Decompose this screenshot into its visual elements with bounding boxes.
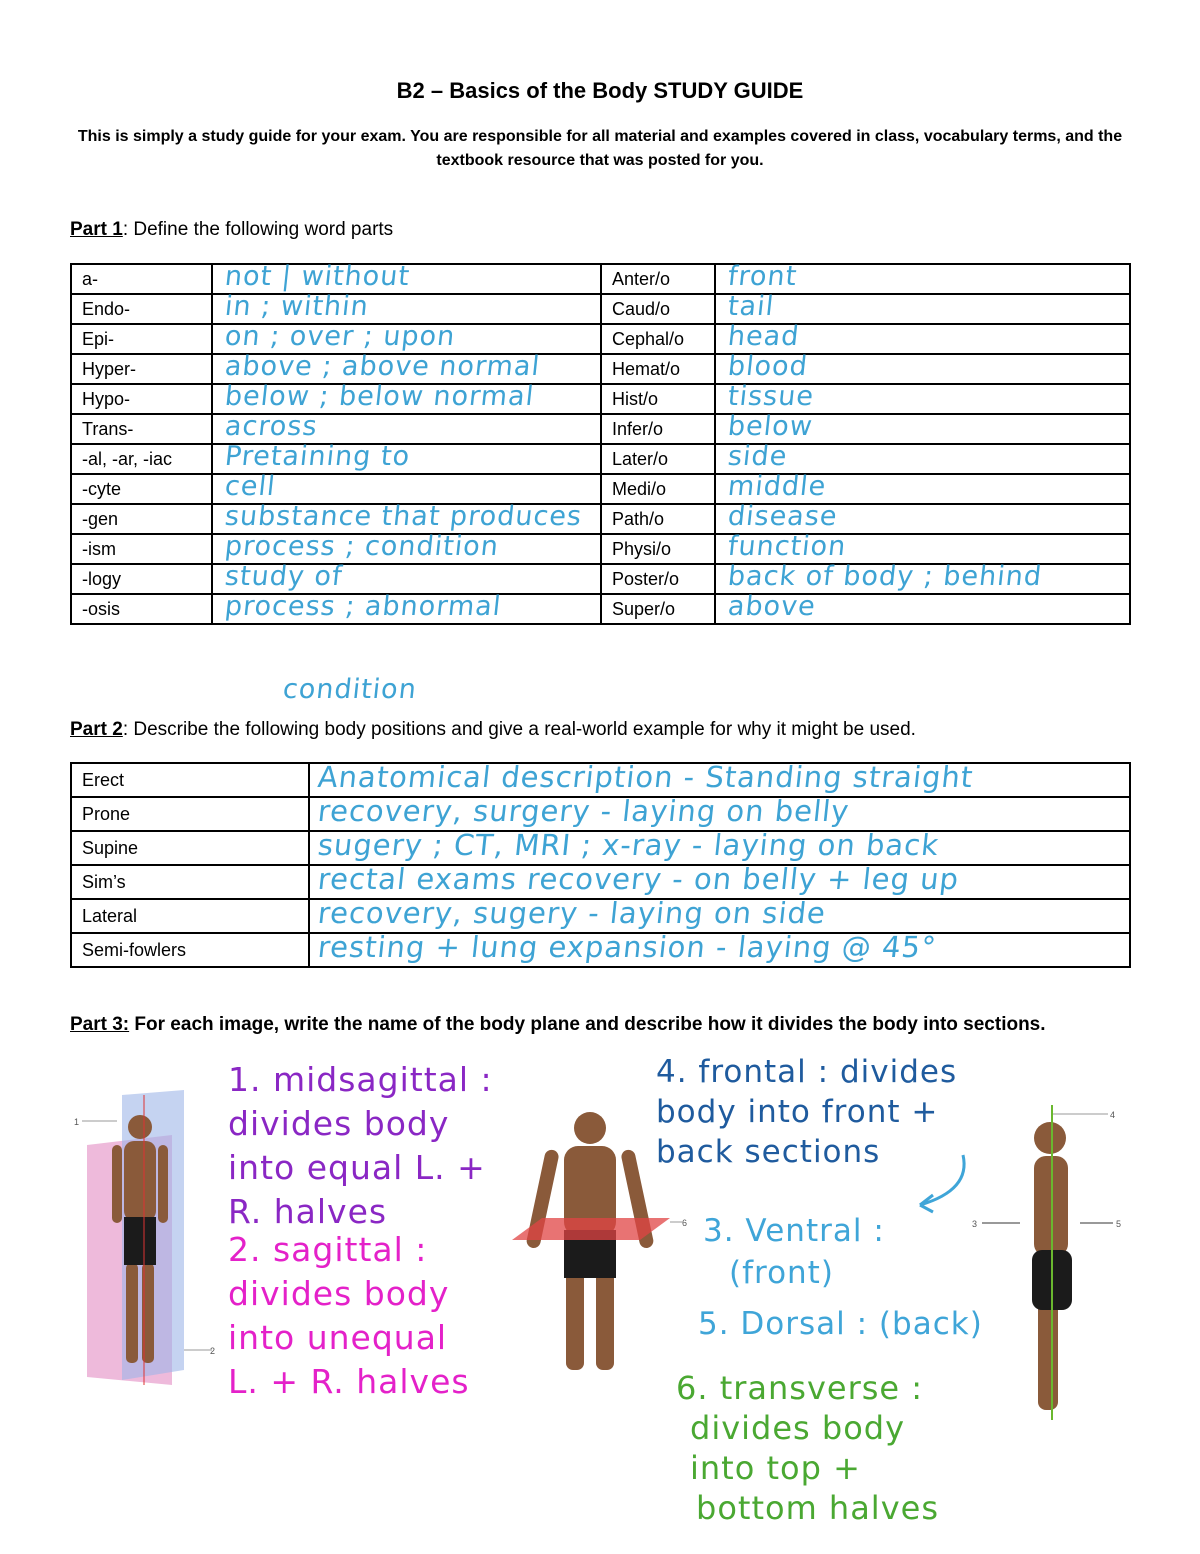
note-line: (front) xyxy=(729,1255,834,1291)
right-term: Super/o xyxy=(601,594,715,624)
table-row xyxy=(71,384,1130,414)
position-answer: rectal exams recovery - on belly + leg up xyxy=(316,862,961,896)
note-line: divides body xyxy=(228,1274,450,1313)
position-term: Sim’s xyxy=(71,865,309,899)
note-line: 2. sagittal : xyxy=(228,1230,428,1269)
right-answer-cell xyxy=(715,351,1130,384)
figure-label-6: 6 xyxy=(682,1218,688,1228)
right-answer: head xyxy=(726,321,802,352)
left-answer: process ; abnormal xyxy=(223,591,503,622)
left-term: -osis xyxy=(71,594,212,624)
left-term: Endo- xyxy=(71,294,212,324)
body-positions-table xyxy=(70,762,1131,968)
left-term: -al, -ar, -iac xyxy=(71,444,212,474)
left-term: Hyper- xyxy=(71,354,212,384)
note-line: divides body xyxy=(228,1104,450,1143)
left-answer-cell xyxy=(212,261,601,294)
part3-text: For each image, write the name of the body plane and describe how it divides the body into sections. xyxy=(129,1014,1046,1035)
note-line: into unequal xyxy=(228,1318,448,1357)
left-answer: below ; below normal xyxy=(223,381,536,412)
position-answer-cell xyxy=(309,828,1130,865)
right-answer-cell xyxy=(715,441,1130,474)
left-answer-cell xyxy=(212,381,601,414)
left-answer-cell xyxy=(212,321,601,354)
table-row xyxy=(71,354,1130,384)
table-row xyxy=(71,797,1130,831)
intro-text: This is simply a study guide for your exam. You are responsible for all material and examples covered in class, vocabulary terms, and the textbook resource that was posted for you. xyxy=(77,128,1123,169)
table-row xyxy=(71,294,1130,324)
note-line: into top + xyxy=(690,1449,861,1487)
part2-label: Part 2 xyxy=(70,719,123,740)
right-answer: blood xyxy=(726,351,810,382)
position-answer-cell xyxy=(309,930,1130,967)
figure-label-1: 1 xyxy=(74,1117,80,1127)
left-answer: study of xyxy=(223,561,345,592)
note-line: 4. frontal : divides xyxy=(656,1054,958,1090)
position-term: Supine xyxy=(71,831,309,865)
position-answer-cell xyxy=(309,896,1130,933)
table-row xyxy=(71,933,1130,967)
table-row xyxy=(71,324,1130,354)
left-answer: not | without xyxy=(223,261,412,292)
right-term: Anter/o xyxy=(601,264,715,294)
page-title: B2 – Basics of the Body STUDY GUIDE xyxy=(396,78,804,103)
right-answer: side xyxy=(726,441,789,472)
note-line: back sections xyxy=(656,1134,881,1170)
left-answer-cell xyxy=(212,501,601,534)
note-midsagittal xyxy=(228,1058,493,1234)
figure-label-4: 4 xyxy=(1110,1110,1116,1120)
left-term: Trans- xyxy=(71,414,212,444)
position-term: Erect xyxy=(71,763,309,797)
table-row xyxy=(71,865,1130,899)
part1-heading xyxy=(70,219,393,241)
left-answer-cell xyxy=(212,561,601,594)
word-parts-table xyxy=(70,263,1131,625)
right-answer-cell xyxy=(715,291,1130,324)
right-answer-cell xyxy=(715,501,1130,534)
note-line: R. halves xyxy=(228,1192,388,1231)
part2-text: : Describe the following body positions and give a real-world example for why it might be used. xyxy=(122,719,916,740)
position-answer: recovery, sugery - laying on side xyxy=(316,896,828,930)
part3-label: Part 3: xyxy=(70,1014,130,1035)
right-answer: middle xyxy=(726,471,828,502)
table-row xyxy=(71,594,1130,624)
note-transverse xyxy=(676,1368,939,1528)
part1-text: : Define the following word parts xyxy=(122,219,394,240)
right-term: Cephal/o xyxy=(601,324,715,354)
note-line: L. + R. halves xyxy=(228,1362,470,1401)
left-term: Epi- xyxy=(71,324,212,354)
left-answer: across xyxy=(223,411,320,442)
note-line: 3. Ventral : xyxy=(703,1213,885,1249)
right-answer: below xyxy=(726,411,815,442)
left-term: Hypo- xyxy=(71,384,212,414)
position-answer: sugery ; CT, MRI ; x-ray - laying on back xyxy=(316,828,941,862)
right-answer: disease xyxy=(726,501,840,532)
figure-label-5: 5 xyxy=(1116,1219,1122,1229)
right-answer-cell xyxy=(715,321,1130,354)
left-answer: above ; above normal xyxy=(223,351,542,382)
left-term: -logy xyxy=(71,564,212,594)
frontal-plane-figure xyxy=(968,1100,1128,1430)
right-answer-cell xyxy=(715,561,1130,594)
position-answer-cell xyxy=(309,862,1130,899)
right-answer: back of body ; behind xyxy=(726,561,1044,592)
table-row xyxy=(71,899,1130,933)
table-row xyxy=(71,504,1130,534)
right-term: Caud/o xyxy=(601,294,715,324)
left-answer-cell xyxy=(212,531,601,564)
left-answer: process ; condition xyxy=(223,531,501,562)
part3-heading xyxy=(70,1014,1046,1036)
figure-label-2: 2 xyxy=(210,1346,216,1356)
right-answer-cell xyxy=(715,381,1130,414)
sagittal-planes-figure xyxy=(72,1085,222,1395)
note-line: bottom halves xyxy=(696,1489,939,1527)
right-term: Poster/o xyxy=(601,564,715,594)
right-term: Medi/o xyxy=(601,474,715,504)
note-line: 1. midsagittal : xyxy=(228,1060,493,1099)
right-term: Later/o xyxy=(601,444,715,474)
left-term: -gen xyxy=(71,504,212,534)
position-answer: recovery, surgery - laying on belly xyxy=(316,794,852,828)
left-answer: on ; over ; upon xyxy=(223,321,457,352)
left-answer: cell xyxy=(223,471,278,502)
part1-label: Part 1 xyxy=(70,219,123,240)
position-answer: Anatomical description - Standing straight xyxy=(316,760,976,794)
right-answer-cell xyxy=(715,261,1130,294)
right-term: Path/o xyxy=(601,504,715,534)
note-ventral xyxy=(703,1210,885,1294)
table-row xyxy=(71,444,1130,474)
table-row xyxy=(71,564,1130,594)
right-answer-cell xyxy=(715,471,1130,504)
right-term: Hemat/o xyxy=(601,354,715,384)
table-row xyxy=(71,264,1130,294)
right-answer: function xyxy=(726,531,848,562)
left-answer: substance that produces xyxy=(223,501,584,532)
note-dorsal xyxy=(698,1306,983,1342)
table-row xyxy=(71,534,1130,564)
note-sagittal xyxy=(228,1228,470,1404)
right-answer: tail xyxy=(726,291,776,322)
right-term: Physi/o xyxy=(601,534,715,564)
left-answer: in ; within xyxy=(223,291,371,322)
table-row xyxy=(71,474,1130,504)
table-row xyxy=(71,414,1130,444)
table-row xyxy=(71,831,1130,865)
position-term: Prone xyxy=(71,797,309,831)
right-term: Hist/o xyxy=(601,384,715,414)
position-term: Semi-fowlers xyxy=(71,933,309,967)
left-term: -ism xyxy=(71,534,212,564)
left-answer-cell xyxy=(212,411,601,444)
left-term: -cyte xyxy=(71,474,212,504)
arrow-icon xyxy=(905,1150,975,1220)
figure-label-3: 3 xyxy=(972,1219,978,1229)
left-answer: Pretaining to xyxy=(223,441,412,472)
position-answer-cell xyxy=(309,760,1130,797)
right-answer-cell xyxy=(715,591,1130,624)
position-answer: resting + lung expansion - laying @ 45° xyxy=(316,930,939,964)
note-line: 5. Dorsal : (back) xyxy=(698,1306,983,1342)
position-term: Lateral xyxy=(71,899,309,933)
overflow-answer: condition xyxy=(281,674,419,705)
position-answer-cell xyxy=(309,794,1130,831)
left-term: a- xyxy=(71,264,212,294)
right-answer-cell xyxy=(715,531,1130,564)
right-term: Infer/o xyxy=(601,414,715,444)
note-line: 6. transverse : xyxy=(676,1369,924,1407)
right-answer: above xyxy=(726,591,818,622)
left-answer-cell xyxy=(212,441,601,474)
left-answer-cell xyxy=(212,591,601,624)
right-answer: front xyxy=(726,261,799,292)
table-row xyxy=(71,763,1130,797)
left-answer-cell xyxy=(212,291,601,324)
left-answer-cell xyxy=(212,471,601,504)
right-answer-cell xyxy=(715,411,1130,444)
note-line: divides body xyxy=(690,1409,906,1447)
part2-heading xyxy=(70,719,916,741)
note-line: body into front + xyxy=(656,1094,939,1130)
left-answer-cell xyxy=(212,351,601,384)
note-line: into equal L. + xyxy=(228,1148,486,1187)
right-answer: tissue xyxy=(726,381,816,412)
